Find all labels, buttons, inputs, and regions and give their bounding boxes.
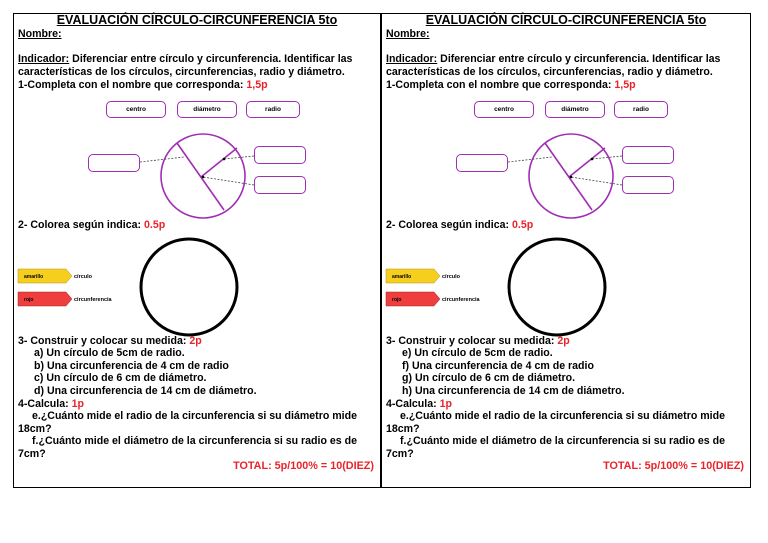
pointer-left	[508, 157, 552, 162]
arrow-rojo-tag: rojo	[392, 297, 402, 303]
q3-item: e) Un círculo de 5cm de radio.	[402, 347, 553, 359]
question-4-points: 1p	[71, 398, 84, 410]
pill-centro: centro	[106, 101, 166, 118]
question-3-text: 3- Construir y colocar su medida:	[386, 335, 558, 347]
pointer-right-top	[592, 156, 622, 159]
indicator-label: Indicador:	[386, 53, 438, 65]
arrow-rojo-label: circunferencia	[74, 297, 112, 303]
question-4-text: 4-Calcula:	[18, 398, 72, 410]
question-1-text: 1-Completa con el nombre que corresponda:	[386, 79, 615, 91]
arrow-amarillo-label: círculo	[442, 274, 461, 280]
worksheet-right	[381, 13, 751, 488]
radius-line	[201, 148, 237, 177]
indicator-label: Indicador:	[18, 53, 70, 65]
center-dot	[202, 176, 205, 179]
question-4	[386, 398, 452, 411]
arrow-amarillo-tag: amarillo	[24, 274, 44, 280]
arrow-amarillo-label: círculo	[74, 274, 93, 280]
question-1-points: 1,5p	[614, 79, 636, 91]
arrow-amarillo-tag: amarillo	[392, 274, 412, 280]
q3-item: a) Un círculo de 5cm de radio.	[34, 347, 185, 359]
indicator-body: Diferenciar entre círculo y circunferencia. Identificar las características de los círculos, circunferencias, radio y diámetro.	[18, 53, 353, 78]
arrow-rojo-tag: rojo	[24, 297, 34, 303]
pointer-right-bottom	[571, 177, 622, 185]
arrow-rojo-label: circunferencia	[442, 297, 480, 303]
question-1-text: 1-Completa con el nombre que corresponda:	[18, 79, 247, 91]
question-4	[18, 398, 84, 411]
q3-item: c) Un círculo de 6 cm de diámetro.	[34, 372, 207, 384]
q3-item: b) Una circunferencia de 4 cm de radio	[34, 360, 229, 372]
radius-line	[569, 148, 605, 177]
pointer-left	[140, 157, 184, 162]
question-3-text: 3- Construir y colocar su medida:	[18, 335, 190, 347]
question-1-points: 1,5p	[246, 79, 268, 91]
q3-item: h) Una circunferencia de 14 cm de diámetro.	[402, 385, 625, 397]
diameter-line	[545, 143, 592, 210]
pill-diametro: diámetro	[545, 101, 605, 118]
worksheet-title: EVALUACIÓN CÍRCULO-CIRCUNFERENCIA 5to	[425, 13, 707, 27]
pointer-dot-top	[223, 158, 226, 161]
pill-radio: radio	[614, 101, 668, 118]
question-4-text: 4-Calcula:	[386, 398, 440, 410]
pointer-right-top	[224, 156, 254, 159]
name-label: Nombre:	[18, 28, 62, 40]
total-score: TOTAL: 5p/100% = 10(DIEZ)	[233, 460, 374, 472]
q4-item: e.¿Cuánto mide el radio de la circunferencia si su diámetro mide 18cm?	[18, 410, 357, 435]
pointer-right-bottom	[203, 177, 254, 185]
question-3-points: 2p	[189, 335, 202, 347]
question-2-text: 2- Colorea según indica:	[18, 219, 144, 231]
question-3	[18, 335, 202, 348]
worksheet-left	[13, 13, 381, 488]
question-4-points: 1p	[439, 398, 452, 410]
coloring-circle	[509, 239, 605, 335]
q4-item: f.¿Cuánto mide el diámetro de la circunferencia si su radio es de 7cm?	[386, 435, 725, 460]
pointer-dot-top	[591, 158, 594, 161]
question-3	[386, 335, 570, 348]
question-2-points: 0.5p	[511, 219, 534, 231]
coloring-circle	[141, 239, 237, 335]
pill-diametro: diámetro	[177, 101, 237, 118]
question-3-points: 2p	[557, 335, 570, 347]
question-2-points: 0.5p	[143, 219, 166, 231]
center-dot	[570, 176, 573, 179]
q4-item: f.¿Cuánto mide el diámetro de la circunferencia si su radio es de 7cm?	[18, 435, 357, 460]
q3-item: g) Un círculo de 6 cm de diámetro.	[402, 372, 576, 384]
q3-item: f) Una circunferencia de 4 cm de radio	[402, 360, 594, 372]
name-label: Nombre:	[386, 28, 430, 40]
question-2-text: 2- Colorea según indica:	[386, 219, 512, 231]
question-2	[386, 219, 533, 232]
indicator-body: Diferenciar entre círculo y circunferencia. Identificar las características de los círculos, circunferencias, radio y diámetro.	[386, 53, 721, 78]
worksheet-title: EVALUACIÓN CÍRCULO-CIRCUNFERENCIA 5to	[56, 13, 338, 27]
q4-item: e.¿Cuánto mide el radio de la circunferencia si su diámetro mide 18cm?	[386, 410, 725, 435]
diameter-line	[177, 143, 224, 210]
question-2	[18, 219, 165, 232]
total-score: TOTAL: 5p/100% = 10(DIEZ)	[603, 460, 744, 472]
q3-item: d) Una circunferencia de 14 cm de diámetro.	[34, 385, 257, 397]
pill-radio: radio	[246, 101, 300, 118]
pill-centro: centro	[474, 101, 534, 118]
